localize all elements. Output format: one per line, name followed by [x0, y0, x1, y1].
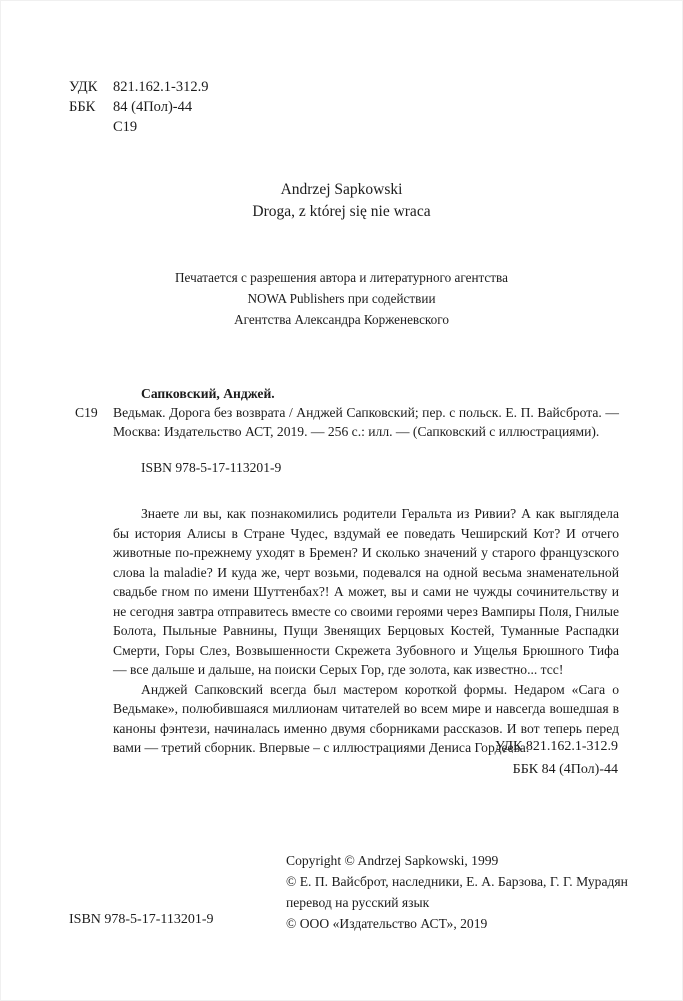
- copyright-line-1: Copyright © Andrzej Sapkowski, 1999: [286, 853, 499, 868]
- bottom-isbn: ISBN 978-5-17-113201-9: [69, 912, 214, 927]
- udk-value: 821.162.1-312.9: [113, 79, 209, 95]
- copyright-line-3: перевод на русский язык: [286, 895, 430, 910]
- author-sign-top: [69, 117, 208, 137]
- catalog-isbn: ISBN 978-5-17-113201-9: [141, 460, 282, 475]
- permission-note: [1, 267, 682, 330]
- bbk-code: [69, 97, 208, 117]
- permission-line-2: NOWA Publishers при содействии: [247, 291, 436, 306]
- annotation-paragraph-2: Анджей Сапковский всегда был мастером короткой формы. Недаром «Сага о Ведьмаке», полюбившаяся миллионам читателей во всем мире и навсегда вошедшая в каноны фэнтези, начиналась именно двумя сборниками рассказов. И вот теперь перед вами — третий сборник. Впервые – с иллюстрациями Дениса Гордеева.: [113, 681, 619, 755]
- copyright-block: [286, 850, 628, 934]
- permission-line-3: Агентства Александра Корженевского: [234, 312, 449, 327]
- bbk-label: ББК: [69, 99, 96, 115]
- copyright-line-4: © ООО «Издательство АСТ», 2019: [286, 916, 488, 931]
- catalog-heading: Сапковский, Анджей.: [141, 386, 275, 401]
- bbk-code-right: ББК 84 (4Пол)-44: [512, 762, 618, 777]
- bottom-bibliographic-codes: [495, 735, 618, 781]
- book-original-title: Droga, z której się nie wraca: [252, 203, 431, 220]
- original-title-block: [1, 179, 682, 223]
- catalog-card: [75, 384, 619, 477]
- top-bibliographic-codes: [69, 77, 208, 137]
- bbk-value: 84 (4Пол)-44: [113, 99, 193, 115]
- udk-label: УДК: [69, 79, 98, 95]
- annotation-paragraph-1: Знаете ли вы, как познакомились родители Геральта из Ривии? А как выглядела бы история Алисы в Стране Чудес, вздумай ее поведать Чеширский Кот? И отчего животные по-прежнему уходят в Бремен? И сколько значений у старого французского слова la maladie? И куда же, черт возьми, подевался на одной весьма знаменательной свадьбе гном по имени Шуттенбах?! А может, вы и сами не чужды сочинительству и не сегодня завтра отправитесь вместе со своими героями через Вампиры Поля, Гнилые Болота, Пыльные Равнины, Пущи Звенящих Берцовых Костей, Туманные Распадки Смерти, Горы Слез, Возвышенности Скрежета Зубовного и Ущелья Брюшного Тифа — все дальше и дальше, на поиски Серых Гор, где золота, как известно... тсс!: [113, 506, 619, 677]
- catalog-description-block: [75, 403, 619, 441]
- udk-code-right: УДК 821.162.1-312.9: [494, 739, 618, 754]
- author-sign-value: С19: [113, 119, 138, 135]
- annotation-block: [113, 504, 619, 758]
- copyright-line-2: © Е. П. Вайсброт, наследники, Е. А. Барзова, Г. Г. Мурадян: [286, 874, 628, 889]
- permission-line-1: Печатается с разрешения автора и литературного агентства: [175, 270, 508, 285]
- catalog-author-sign: С19: [75, 405, 98, 420]
- udk-code: [69, 77, 208, 97]
- book-author: Andrzej Sapkowski: [280, 181, 403, 198]
- catalog-description: Ведьмак. Дорога без возврата / Анджей Сапковский; пер. с польск. Е. П. Вайсброта. — Москва: Издательство АСТ, 2019. — 256 с.: илл. — (Сапковский с иллюстрациями).: [113, 405, 619, 439]
